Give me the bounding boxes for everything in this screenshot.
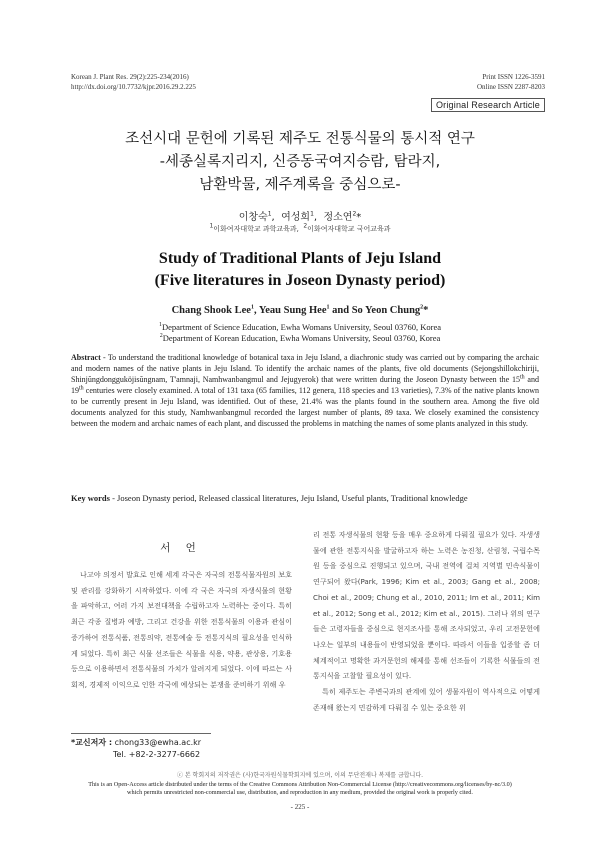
keywords-label: Key words [71, 493, 110, 503]
license-line-1: This is an Open-Access article distributed under the terms of the Creative Commons Attribution Non-Commercial License (http://creativecommons.org/licenses/by-nc/3.0) [88, 781, 512, 788]
abstract-sup-b: th [79, 385, 84, 392]
license-line-2: which permits unrestricted non-commercial use, distribution, and reproduction in any medium, provided the original work is properly cited. [127, 789, 473, 796]
online-issn: Online ISSN 2287-8203 [476, 83, 545, 91]
doi-link[interactable]: http://dx.doi.org/10.7732/kjpr.2016.29.2.225 [71, 83, 196, 91]
english-title-line-2: (Five literatures in Joseon Dynasty period) [154, 272, 446, 289]
english-affiliation-2-row: $^2$Department of Korean Education, Ewha Womans University, Seoul 03760, Korea [159, 333, 441, 343]
author-separator: , [253, 305, 259, 316]
english-authors: Chang Shook Lee$^1$, Yeau Sung Hee$^1$ and So Yeon Chung$^2$* [171, 304, 429, 316]
korean-title-line-1: 조선시대 문헌에 기록된 제주도 전통식물의 통시적 연구 [125, 131, 475, 147]
article-type-badge: Original Research Article [431, 98, 545, 112]
korean-affiliation-2: 이화여자대학교 국어교육과 [307, 225, 391, 233]
correspondence-label: *교신저자 : [71, 738, 113, 747]
abstract-text-b: and 19 [71, 375, 539, 395]
abstract-text-c: centuries were closely examined. A total of 131 taxa (65 families, 112 genera, 118 species and 13 varieties), 7.3% of the native plants known to be currently present in Jeju Island, was identified. Out of these, 21.4% was the plants found in the southern area. Among the five old documents analyzed for this study, Namhwanbangmul recorded the largest number of plants, 89 taxa. We closely examined the consistency between the modern and archaic names of each plant, and discussed the problems in matching the names of some plants analyzed in this study. [71, 386, 539, 428]
korean-title-line-2: -세종실록지리지, 신증동국여지승람, 탐라지, [159, 154, 441, 170]
body-column-left [71, 567, 292, 693]
english-title-line-1: Study of Traditional Plants of Jeju Island [158, 250, 442, 267]
body-paragraph-right-2: 특히 제주도는 주변국과의 관계에 있어 생물자원이 역사적으로 어떻게 존재해 왔는지 민감하게 다뤄질 수 있는 중요한 위 [313, 687, 540, 712]
body-paragraph-left-1: 나고야 의정서 발효로 인해 세계 각국은 자국의 전통식물자원의 보호 및 관리를 강화하기 시작하였다. 이에 각 국은 자국의 자생식물의 현황을 파악하고, 여러 가지 보전대책을 수립하고자 노력하는 중이다. 특히 최근 각종 질병과 예방, 그리고 건강을 위한 전통식물의 이용과 관심이 증가하여 전통식품, 전통의약, 전통예술 등 전통지식의 필요성을 인식하게 되었다. 특히 최근 식물 선조들은 식물을 식용, 약용, 관상용, 기호용 등으로 이용하면서 전통식물의 가치가 알려지게 되었다. 이에 따르는 사회적, 경제적 이익으로 인한 각국에 예상되는 분쟁을 준비하기 위해 우 [71, 570, 292, 689]
english-affiliation-1-row: $^1$Department of Science Education, Ewha Womans University, Seoul 03760, Korea [158, 322, 442, 332]
english-affiliation-1: Department of Science Education, Ewha Womans University, Seoul 03760, Korea [161, 322, 442, 332]
abstract-text-a: - To understand the traditional knowledge of botanical taxa in Jeju Island, a diachronic study was carried out by comparing the archaic and modern names of the native plants in Jeju Island. To identify the archaic names of the plants, five old documents (Sejongshillokchiriji, Shinjŭngdongguköjisŭngnam, T'amnaji, Namhwanbangmul and Jejugyerok) that were written during the Joseon Dynasty between the 15 [71, 353, 539, 384]
english-author-1: Chang Shook Lee [171, 305, 251, 316]
abstract [71, 352, 539, 429]
keywords [71, 493, 539, 504]
footnote-divider [71, 733, 211, 734]
korean-authors: 이창숙$^1$, 여성희$^1$, 정소연$^2$* [238, 210, 362, 223]
journal-citation: Korean J. Plant Res. 29(2):225-234(2016) [71, 73, 189, 81]
page-number: - 225 - [290, 803, 310, 811]
korean-author-3: 정소연 [323, 212, 353, 223]
correspondence-note [71, 737, 201, 761]
korean-author-2: 여성희 [281, 212, 311, 223]
body-column-right [313, 527, 540, 715]
korean-affiliation-1: 이화여자대학교 과학교육과, [213, 225, 299, 233]
korean-author-1: 이창숙 [238, 212, 268, 223]
author-conjunction: and [329, 305, 352, 316]
abstract-label: Abstract [71, 353, 101, 362]
keywords-text: - Joseon Dynasty period, Released classical literatures, Jeju Island, Useful plants, Traditional knowledge [109, 493, 468, 503]
english-author-2: Yeau Sung Hee [258, 305, 327, 316]
correspondence-email[interactable]: chong33@ewha.ac.kr [112, 738, 202, 747]
korean-title-line-3: 남환박물, 제주계록을 중심으로- [199, 177, 401, 193]
print-issn: Print ISSN 1226-3591 [482, 73, 545, 81]
copyright-notice-korean: ⓒ 본 학회지의 저작권은 (사)한국자원식물학회지에 있으며, 이의 무단전재나 복제를 금합니다. [176, 772, 424, 779]
journal-header-left [71, 72, 196, 92]
abstract-sup-a: th [519, 374, 525, 381]
body-paragraph-right-1: 리 전통 자생식물의 현황 등을 매우 중요하게 다뤄질 필요가 있다. 자생생물에 관한 전통지식을 발굴하고자 하는 노력은 농진청, 산림청, 국립수목원 등을 중심으로 진행되고 있으며, 국내 전역에 걸쳐 지역별 민속식물이 연구되어 왔다(Park, 1996; Kim et al., 2003; Gang et al., 2008; Choi et al., 2009; Chung et al., 2010, 2011; Im et al., 2011; Kim et al., 2012; Song et al., 2012; Kim et al., 2015). 그러나 위의 연구들은 고령자들을 중심으로 현지조사를 통해 조사되었고, 우리 고전문헌에 나오는 일부의 내용들이 반영되었을 뿐이다. 따라서 이들을 입증할 좀 더 체계적이고 명확한 과거문헌의 해제를 통해 선조들이 기록한 식물들의 전통지식을 고찰할 필요성이 있다. [313, 530, 540, 681]
english-author-3: So Yeon Chung [351, 305, 421, 316]
correspondence-tel: Tel. +82-2-3277-6662 [113, 750, 201, 759]
section-heading-introduction: 서 언 [160, 542, 202, 554]
journal-header-right [477, 72, 545, 92]
english-affiliation-2: Department of Korean Education, Ewha Womans University, Seoul 03760, Korea [162, 333, 441, 343]
license-notice [0, 781, 600, 797]
korean-affiliations: $^1$이화여자대학교 과학교육과, $^2$이화여자대학교 국어교육과 [209, 222, 391, 233]
